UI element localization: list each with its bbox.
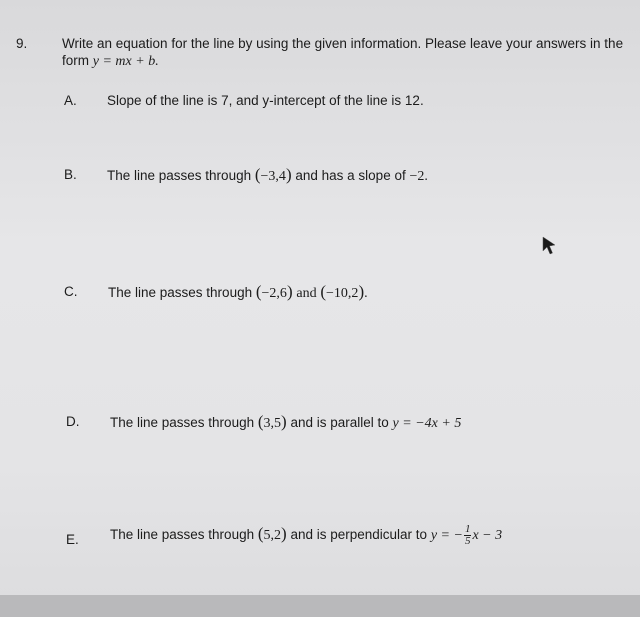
item-e-prefix: The line passes through — [110, 527, 255, 542]
item-b-middle: and has a slope of — [295, 168, 406, 183]
question-number: 9. — [16, 36, 28, 51]
item-e-point: (5,2) — [257, 524, 287, 543]
item-d-prefix: The line passes through — [110, 415, 255, 430]
item-d-equation: y = −4x + 5 — [392, 416, 462, 431]
mouse-cursor-icon — [541, 236, 557, 256]
item-c-and: and — [296, 286, 317, 301]
form-equation: y = mx + b. — [92, 54, 159, 69]
item-d-text — [110, 412, 461, 432]
item-d-middle: and is parallel to — [290, 415, 389, 430]
question-prompt-line2 — [62, 53, 159, 70]
item-b-point: (−3,4) — [254, 165, 292, 184]
item-c-prefix: The line passes through — [108, 285, 253, 300]
item-c-letter: C. — [64, 284, 78, 299]
item-e-text — [110, 524, 502, 547]
item-c-point2: (−10,2) — [320, 282, 365, 301]
item-b-prefix: The line passes through — [107, 168, 252, 183]
item-e-letter: E. — [66, 532, 79, 547]
item-d-point: (3,5) — [257, 412, 287, 431]
item-a-letter: A. — [64, 93, 77, 108]
item-c-end: . — [364, 286, 368, 301]
item-e-fraction: $\frac{1}{5}$ — [464, 523, 471, 548]
item-b-letter: B. — [64, 167, 77, 182]
item-d-letter: D. — [66, 414, 80, 429]
bottom-shadow-band — [0, 595, 640, 617]
prompt-form-label: form — [62, 53, 89, 68]
item-c-text — [108, 282, 368, 302]
question-prompt-line1: Write an equation for the line by using the given information. Please leave your answers in the — [62, 36, 624, 51]
item-b-slope: −2. — [409, 169, 428, 184]
item-e-middle: and is perpendicular to — [290, 527, 428, 542]
item-e-equation: y = − $\frac{1}{5}$ x − 3 — [430, 523, 503, 548]
item-a-text: Slope of the line is 7, and y-intercept of the line is 12. — [107, 93, 424, 108]
item-b-text — [107, 165, 428, 185]
item-c-point1: (−2,6) — [255, 282, 293, 301]
